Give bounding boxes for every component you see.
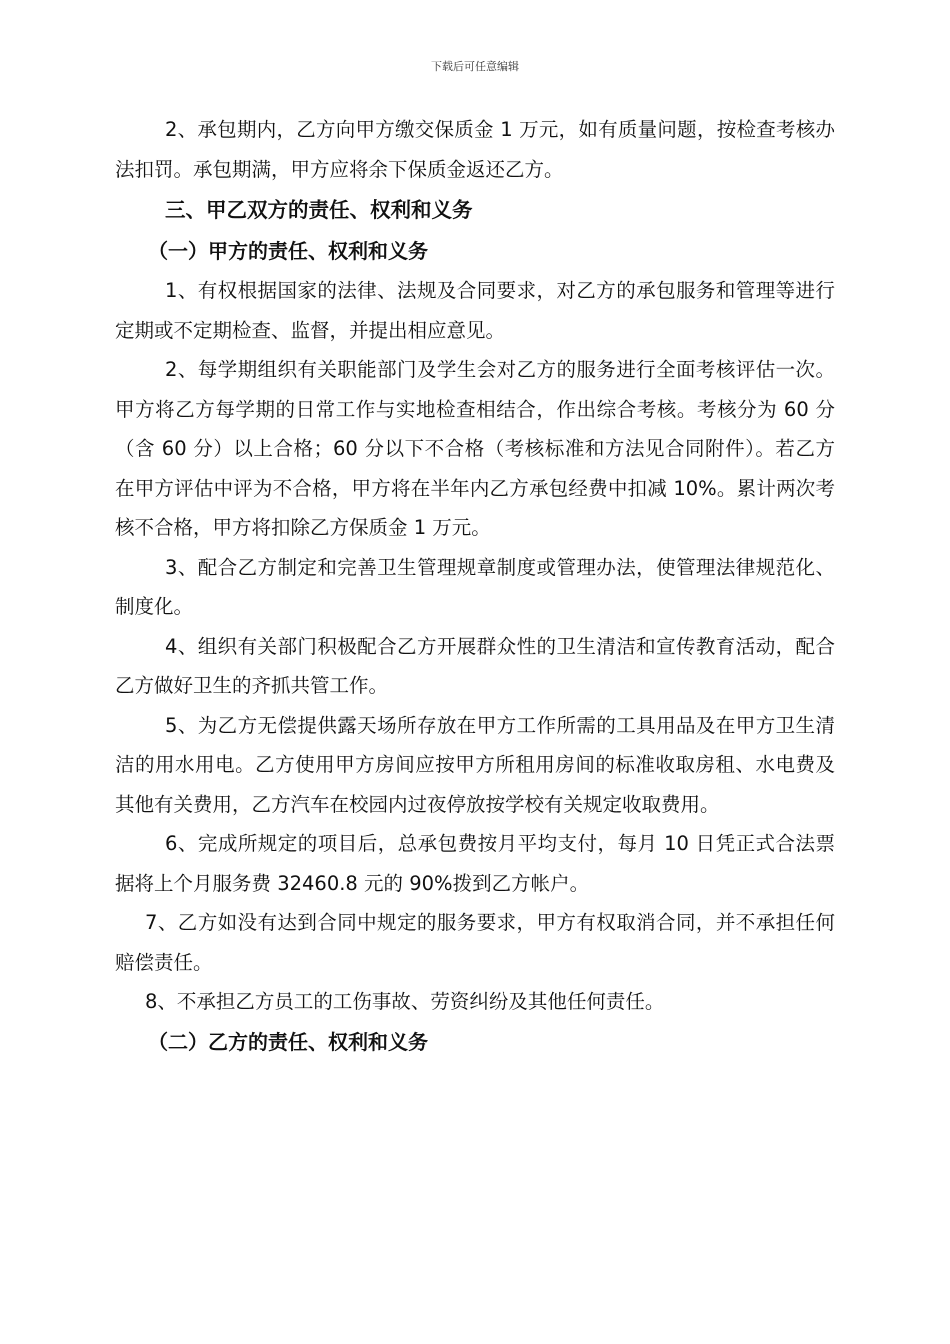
subsection-heading-party-b: （二）乙方的责任、权利和义务 (148, 1029, 428, 1054)
paragraph-deposit: 2、承包期内，乙方向甲方缴交保质金 1 万元，如有质量问题，按检查考核办法扣罚。承包期满，甲方应将余下保质金返还乙方。 (115, 118, 835, 181)
party-a-item-1: 1、有权根据国家的法律、法规及合同要求，对乙方的承包服务和管理等进行定期或不定期检查、监督，并提出相应意见。 (115, 279, 835, 342)
party-a-item-4: 4、组织有关部门积极配合乙方开展群众性的卫生清洁和宣传教育活动，配合乙方做好卫生的齐抓共管工作。 (115, 634, 835, 697)
section-heading-responsibilities: 三、甲乙双方的责任、权利和义务 (165, 198, 473, 222)
party-a-item-7: 7、乙方如没有达到合同中规定的服务要求，甲方有权取消合同，并不承担任何赔偿责任。 (115, 911, 835, 974)
party-a-item-3: 3、配合乙方制定和完善卫生管理规章制度或管理办法，使管理法律规范化、制度化。 (115, 555, 835, 618)
subsection-heading-party-a: （一）甲方的责任、权利和义务 (148, 239, 428, 263)
party-a-item-2: 2、每学期组织有关职能部门及学生会对乙方的服务进行全面考核评估一次。甲方将乙方每学期的日常工作与实地检查相结合，作出综合考核。考核分为 60 分（含 60 分）以上合格；60 分以下不合格（考核标准和方法见合同附件）。若乙方在甲方评估中评为不合格，甲方将在半年内乙方承包经费中扣减 10%。累计两次考核不合格，甲方将扣除乙方保质金 1 万元。 (115, 358, 835, 539)
party-a-item-5: 5、为乙方无偿提供露天场所存放在甲方工作所需的工具用品及在甲方卫生清洁的用水用电。乙方使用甲方房间应按甲方所租用房间的标准收取房租、水电费及其他有关费用，乙方汽车在校园内过夜停放按学校有关规定收取费用。 (115, 713, 835, 816)
page-header: 下载后可任意编辑 (431, 60, 519, 73)
document-body (115, 110, 835, 1062)
party-a-item-6: 6、完成所规定的项目后，总承包费按月平均支付，每月 10 日凭正式合法票据将上个月服务费 32460.8 元的 90%拨到乙方帐户。 (115, 832, 835, 895)
party-a-item-8: 8、不承担乙方员工的工伤事故、劳资纠纷及其他任何责任。 (145, 990, 665, 1013)
